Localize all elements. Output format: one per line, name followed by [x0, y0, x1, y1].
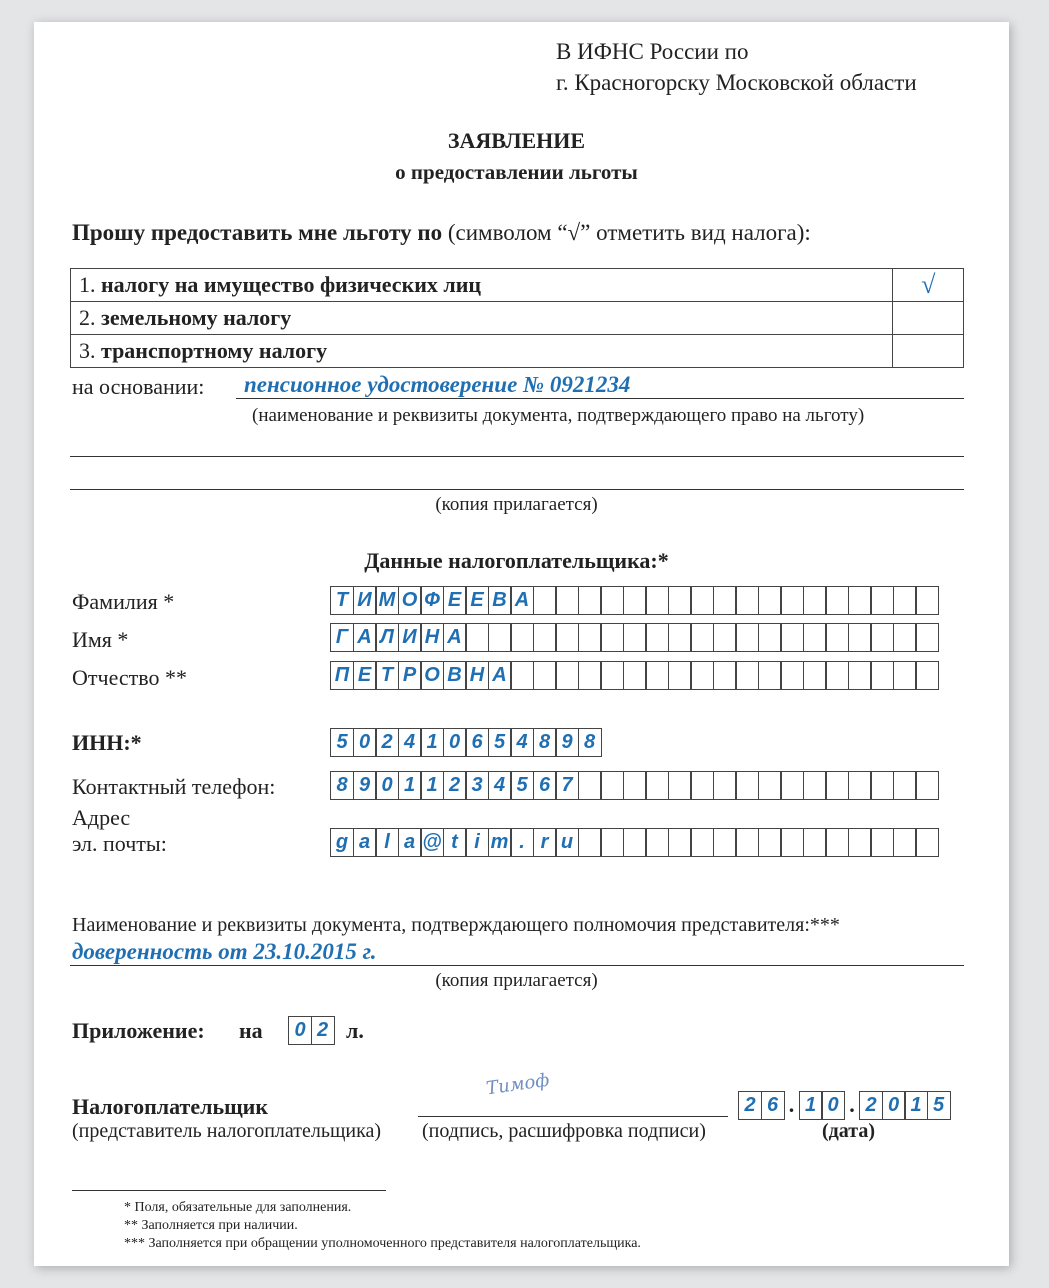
request-line — [72, 220, 811, 246]
phone-char-cell[interactable] — [713, 771, 737, 800]
name-char-cell[interactable] — [735, 623, 759, 652]
phone-char-cell[interactable] — [645, 771, 669, 800]
phone-char-cell[interactable] — [758, 771, 782, 800]
surname-char-cell[interactable] — [803, 586, 827, 615]
date-caption: (дата) — [822, 1120, 875, 1142]
surname-char-cell[interactable] — [600, 586, 624, 615]
footnote: ** Заполняется при наличии. — [124, 1218, 298, 1233]
phone-char-cell[interactable] — [825, 771, 849, 800]
phone-char-cell[interactable]: 7 — [555, 771, 579, 800]
name-field[interactable] — [330, 623, 939, 652]
phone-char-cell[interactable]: 1 — [420, 771, 444, 800]
date-month-cell[interactable]: 0 — [821, 1091, 845, 1120]
name-char-cell[interactable] — [825, 623, 849, 652]
patronymic-char-cell[interactable] — [893, 661, 917, 690]
basis-extra-line — [70, 456, 964, 457]
surname-char-cell[interactable] — [533, 586, 557, 615]
tax-checkbox[interactable] — [893, 302, 964, 335]
email-char-cell[interactable]: @ — [420, 828, 444, 857]
patronymic-char-cell[interactable] — [668, 661, 692, 690]
date-separator: . — [788, 1092, 795, 1117]
phone-char-cell[interactable] — [578, 771, 602, 800]
footnote: *** Заполняется при обращении уполномоченного представителя налогоплательщика. — [124, 1236, 641, 1251]
inn-char-cell[interactable]: 8 — [533, 728, 557, 757]
tax-type-table — [70, 268, 964, 368]
inn-char-cell[interactable]: 4 — [510, 728, 534, 757]
patronymic-label: Отчество ** — [72, 665, 187, 690]
signature-scrawl: Тимоф — [484, 1069, 551, 1100]
email-char-cell[interactable]: . — [510, 828, 534, 857]
surname-char-cell[interactable] — [578, 586, 602, 615]
date-year-cell[interactable]: 1 — [904, 1091, 928, 1120]
patronymic-char-cell[interactable]: Т — [375, 661, 399, 690]
surname-char-cell[interactable]: А — [510, 586, 534, 615]
name-char-cell[interactable] — [510, 623, 534, 652]
email-char-cell[interactable] — [600, 828, 624, 857]
surname-char-cell[interactable] — [893, 586, 917, 615]
tax-row-label: 2. земельному налогу — [71, 302, 893, 335]
date-year-cell[interactable]: 5 — [927, 1091, 951, 1120]
phone-char-cell[interactable] — [893, 771, 917, 800]
signature-line — [418, 1116, 728, 1117]
phone-char-cell[interactable] — [668, 771, 692, 800]
patronymic-char-cell[interactable] — [555, 661, 579, 690]
name-char-cell[interactable] — [758, 623, 782, 652]
email-char-cell[interactable] — [893, 828, 917, 857]
patronymic-char-cell[interactable] — [645, 661, 669, 690]
surname-char-cell[interactable]: О — [398, 586, 422, 615]
surname-char-cell[interactable] — [690, 586, 714, 615]
basis-caption: (наименование и реквизиты документа, подтверждающего право на льготу) — [252, 405, 865, 426]
surname-char-cell[interactable]: Е — [465, 586, 489, 615]
surname-char-cell[interactable]: Ф — [420, 586, 444, 615]
inn-char-cell[interactable]: 6 — [465, 728, 489, 757]
email-char-cell[interactable] — [915, 828, 939, 857]
representative-copy-note: (копия прилагается) — [435, 970, 598, 991]
surname-char-cell[interactable]: В — [488, 586, 512, 615]
name-char-cell[interactable]: Н — [420, 623, 444, 652]
representative-value[interactable]: доверенность от 23.10.2015 г. — [72, 939, 377, 964]
patronymic-char-cell[interactable] — [780, 661, 804, 690]
representative-label: Наименование и реквизиты документа, подтверждающего полномочия представителя:*** — [72, 914, 840, 936]
phone-char-cell[interactable] — [623, 771, 647, 800]
name-char-cell[interactable] — [893, 623, 917, 652]
inn-char-cell[interactable]: 2 — [375, 728, 399, 757]
patronymic-char-cell[interactable] — [713, 661, 737, 690]
taxpayer-signature-label: Налогоплательщик — [72, 1094, 269, 1119]
patronymic-char-cell[interactable] — [870, 661, 894, 690]
surname-char-cell[interactable]: Т — [330, 586, 354, 615]
phone-char-cell[interactable] — [870, 771, 894, 800]
name-char-cell[interactable] — [713, 623, 737, 652]
name-char-cell[interactable] — [870, 623, 894, 652]
date-day[interactable] — [738, 1091, 785, 1120]
surname-char-cell[interactable] — [915, 586, 939, 615]
inn-label: ИНН:* — [72, 730, 142, 755]
surname-char-cell[interactable] — [870, 586, 894, 615]
phone-char-cell[interactable]: 9 — [353, 771, 377, 800]
recipient-line-2: г. Красногорску Московской области — [556, 70, 917, 95]
email-char-cell[interactable]: u — [555, 828, 579, 857]
name-char-cell[interactable]: А — [443, 623, 467, 652]
email-char-cell[interactable]: t — [443, 828, 467, 857]
email-char-cell[interactable] — [803, 828, 827, 857]
phone-char-cell[interactable] — [915, 771, 939, 800]
name-char-cell[interactable] — [915, 623, 939, 652]
name-char-cell[interactable] — [488, 623, 512, 652]
phone-char-cell[interactable]: 0 — [375, 771, 399, 800]
email-char-cell[interactable] — [825, 828, 849, 857]
surname-char-cell[interactable] — [780, 586, 804, 615]
recipient-line-1: В ИФНС России по — [556, 39, 749, 64]
email-char-cell[interactable] — [848, 828, 872, 857]
basis-value[interactable]: пенсионное удостоверение № 0921234 — [244, 372, 631, 397]
patronymic-char-cell[interactable]: О — [420, 661, 444, 690]
patronymic-char-cell[interactable] — [825, 661, 849, 690]
tax-row — [71, 269, 964, 302]
taxpayer-heading: Данные налогоплательщика:* — [364, 548, 669, 573]
name-char-cell[interactable]: Л — [375, 623, 399, 652]
date-separator: . — [849, 1092, 855, 1117]
phone-char-cell[interactable]: 5 — [510, 771, 534, 800]
signature-caption: (подпись, расшифровка подписи) — [422, 1120, 706, 1142]
patronymic-char-cell[interactable] — [758, 661, 782, 690]
patronymic-char-cell[interactable] — [690, 661, 714, 690]
email-char-cell[interactable] — [645, 828, 669, 857]
pages-char-cell[interactable]: 0 — [288, 1016, 312, 1045]
attachment-suffix: л. — [346, 1018, 364, 1043]
patronymic-char-cell[interactable] — [578, 661, 602, 690]
surname-char-cell[interactable] — [668, 586, 692, 615]
tax-row-label: 1. налогу на имущество физических лиц — [71, 269, 893, 302]
footnote-separator — [72, 1190, 386, 1191]
email-label: Адрес эл. почты: — [72, 805, 167, 856]
patronymic-char-cell[interactable] — [600, 661, 624, 690]
form-title: ЗАЯВЛЕНИЕ — [447, 128, 586, 153]
tax-row — [71, 335, 964, 368]
email-char-cell[interactable]: a — [398, 828, 422, 857]
inn-char-cell[interactable]: 5 — [330, 728, 354, 757]
surname-char-cell[interactable] — [848, 586, 872, 615]
basis-underline — [236, 398, 964, 399]
tax-checkbox[interactable] — [893, 335, 964, 368]
surname-char-cell[interactable] — [555, 586, 579, 615]
phone-char-cell[interactable] — [848, 771, 872, 800]
email-char-cell[interactable] — [690, 828, 714, 857]
name-char-cell[interactable]: Г — [330, 623, 354, 652]
phone-char-cell[interactable]: 1 — [398, 771, 422, 800]
patronymic-char-cell[interactable]: А — [488, 661, 512, 690]
patronymic-char-cell[interactable] — [623, 661, 647, 690]
phone-char-cell[interactable]: 2 — [443, 771, 467, 800]
patronymic-char-cell[interactable] — [915, 661, 939, 690]
request-bold-text: Прошу предоставить мне льготу по — [72, 220, 443, 245]
name-char-cell[interactable] — [578, 623, 602, 652]
email-char-cell[interactable]: g — [330, 828, 354, 857]
surname-char-cell[interactable]: Е — [443, 586, 467, 615]
name-char-cell[interactable] — [533, 623, 557, 652]
basis-copy-note: (копия прилагается) — [435, 494, 598, 515]
representative-signature-label: (представитель налогоплательщика) — [72, 1120, 382, 1142]
phone-char-cell[interactable] — [600, 771, 624, 800]
surname-char-cell[interactable] — [825, 586, 849, 615]
email-char-cell[interactable]: i — [465, 828, 489, 857]
surname-char-cell[interactable] — [623, 586, 647, 615]
date-year-cell[interactable]: 2 — [859, 1091, 883, 1120]
surname-char-cell[interactable] — [758, 586, 782, 615]
date-day-cell[interactable]: 2 — [738, 1091, 762, 1120]
inn-char-cell[interactable]: 0 — [353, 728, 377, 757]
email-char-cell[interactable] — [668, 828, 692, 857]
patronymic-char-cell[interactable] — [510, 661, 534, 690]
basis-label: на основании: — [72, 374, 205, 399]
name-char-cell[interactable] — [803, 623, 827, 652]
surname-char-cell[interactable]: И — [353, 586, 377, 615]
email-char-cell[interactable]: a — [353, 828, 377, 857]
date-field[interactable] — [738, 1091, 951, 1120]
inn-field[interactable] — [330, 728, 602, 757]
surname-char-cell[interactable] — [735, 586, 759, 615]
email-char-cell[interactable] — [758, 828, 782, 857]
basis-extra-line — [70, 489, 964, 490]
attachment-on: на — [239, 1018, 263, 1043]
patronymic-char-cell[interactable] — [803, 661, 827, 690]
inn-char-cell[interactable]: 0 — [443, 728, 467, 757]
date-month-cell[interactable]: 1 — [799, 1091, 823, 1120]
name-char-cell[interactable] — [848, 623, 872, 652]
surname-char-cell[interactable] — [713, 586, 737, 615]
email-char-cell[interactable] — [735, 828, 759, 857]
inn-char-cell[interactable]: 5 — [488, 728, 512, 757]
name-char-cell[interactable]: И — [398, 623, 422, 652]
date-year-cell[interactable]: 0 — [882, 1091, 906, 1120]
inn-char-cell[interactable]: 1 — [420, 728, 444, 757]
inn-char-cell[interactable]: 8 — [578, 728, 602, 757]
phone-label: Контактный телефон: — [72, 774, 276, 799]
patronymic-char-cell[interactable]: Н — [465, 661, 489, 690]
name-char-cell[interactable] — [690, 623, 714, 652]
pages-char-cell[interactable]: 2 — [311, 1016, 335, 1045]
name-char-cell[interactable]: А — [353, 623, 377, 652]
surname-field[interactable] — [330, 586, 939, 615]
patronymic-char-cell[interactable]: П — [330, 661, 354, 690]
footnote: * Поля, обязательные для заполнения. — [124, 1200, 352, 1215]
name-char-cell[interactable] — [600, 623, 624, 652]
name-char-cell[interactable] — [668, 623, 692, 652]
name-char-cell[interactable] — [780, 623, 804, 652]
surname-char-cell[interactable]: М — [375, 586, 399, 615]
request-instruction: (символом “√” отметить вид налога): — [447, 220, 811, 245]
surname-label: Фамилия * — [72, 589, 175, 614]
date-month[interactable] — [799, 1091, 846, 1120]
email-char-cell[interactable] — [623, 828, 647, 857]
name-char-cell[interactable] — [465, 623, 489, 652]
name-char-cell[interactable] — [555, 623, 579, 652]
phone-char-cell[interactable] — [803, 771, 827, 800]
surname-char-cell[interactable] — [645, 586, 669, 615]
name-char-cell[interactable] — [645, 623, 669, 652]
phone-char-cell[interactable]: 8 — [330, 771, 354, 800]
phone-char-cell[interactable] — [735, 771, 759, 800]
phone-char-cell[interactable]: 4 — [488, 771, 512, 800]
email-char-cell[interactable]: m — [488, 828, 512, 857]
tax-row-label: 3. транспортному налогу — [71, 335, 893, 368]
phone-char-cell[interactable] — [780, 771, 804, 800]
phone-char-cell[interactable]: 3 — [465, 771, 489, 800]
email-char-cell[interactable]: r — [533, 828, 557, 857]
email-char-cell[interactable] — [870, 828, 894, 857]
patronymic-char-cell[interactable]: Е — [353, 661, 377, 690]
patronymic-char-cell[interactable] — [533, 661, 557, 690]
form-subtitle: о предоставлении льготы — [395, 160, 638, 184]
email-char-cell[interactable] — [780, 828, 804, 857]
attachment-label: Приложение: — [72, 1018, 205, 1043]
email-char-cell[interactable] — [578, 828, 602, 857]
email-char-cell[interactable] — [713, 828, 737, 857]
inn-char-cell[interactable]: 4 — [398, 728, 422, 757]
representative-underline — [70, 965, 964, 966]
phone-field[interactable] — [330, 771, 939, 800]
patronymic-field[interactable] — [330, 661, 939, 690]
patronymic-char-cell[interactable] — [848, 661, 872, 690]
patronymic-char-cell[interactable]: Р — [398, 661, 422, 690]
attachment-pages-field[interactable] — [288, 1016, 335, 1045]
patronymic-char-cell[interactable]: В — [443, 661, 467, 690]
email-char-cell[interactable]: l — [375, 828, 399, 857]
patronymic-char-cell[interactable] — [735, 661, 759, 690]
email-field[interactable] — [330, 828, 939, 857]
phone-char-cell[interactable]: 6 — [533, 771, 557, 800]
date-day-cell[interactable]: 6 — [761, 1091, 785, 1120]
application-form-page — [34, 22, 1009, 1266]
name-label: Имя * — [72, 627, 129, 652]
tax-checkbox[interactable]: √ — [893, 269, 964, 302]
recipient-block — [556, 36, 917, 98]
inn-char-cell[interactable]: 9 — [555, 728, 579, 757]
tax-row — [71, 302, 964, 335]
date-year[interactable] — [859, 1091, 951, 1120]
name-char-cell[interactable] — [623, 623, 647, 652]
phone-char-cell[interactable] — [690, 771, 714, 800]
